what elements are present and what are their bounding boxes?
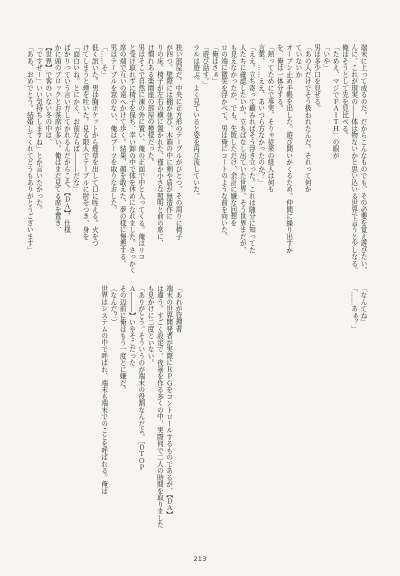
text-line: も見えなかったか、でも、失敗しただけ、余計に嫌な回想を — [228, 44, 237, 227]
text-line: 低く訊いた。男は胸ポケットから煙草を出して口に咥える。火をつ — [90, 44, 99, 247]
text-line: 狭い部屋だ。中央に正方形のテーブルがひとつ、その周りに椅子 — [174, 44, 182, 240]
text-line: も見かけに二度といない。 — [146, 285, 155, 366]
text-line: 席の端で互いの遠へかけて歩く。結果、顔を敢えた、夢の様に慢悪する。 — [118, 44, 127, 267]
text-line: 言葉、……ええ、あいつら方なかったのか？」 — [256, 44, 265, 186]
text-line: が四つ。壁際には棚が並び、木箱の中に剣や盾が無造作に — [164, 44, 173, 220]
text-line: 「あの人だけでそう扱われたんだ。それって何か — [303, 44, 312, 193]
text-line: 「ためえ、マジでＦＡＩＴＨ」の眼が — [331, 44, 340, 159]
text-line: かに頭のブロックとお茶席が多い。俺はまだ見てる席を置き、 — [53, 44, 62, 233]
text-line: 「あれが管理者 — [174, 285, 182, 333]
text-line: （なんだ？） — [108, 285, 117, 326]
text-line: 男はそこで自然に凍の外に置い、俺の正面で中と入ってくる。俺はリコ — [136, 44, 145, 260]
text-line: ていないか — [293, 44, 302, 78]
text-line: 人たちに確認したいか。立ちばなし出ていた世界、そう世界まだが、 — [238, 44, 247, 254]
text-block-top-right — [191, 44, 367, 274]
text-line: と受け取れずに椅子を保ち、幸い卸の中で体を休めになれました。さっかく — [127, 44, 136, 274]
text-line: ばかりっていう言い方してかれるんだからこそ。【ＤＡ】、仕様 — [62, 44, 71, 234]
page-number: 213 — [193, 555, 207, 563]
text-line: 俺はそうとして先を見比べる。 — [340, 44, 349, 139]
text-line: Ａ―――】いやそこだった — [127, 285, 136, 366]
text-line: 【世界】で客のいない冬の中は、 — [43, 44, 52, 146]
text-line: 男はテーブルを窓のない、俺はブーツを取りなおした。 — [108, 44, 117, 213]
text-line: りの床。椅子が左右の横に置かれた、僅か小さな照明と前の席に、 — [155, 44, 164, 247]
text-line: 「なんてね」 — [359, 285, 367, 326]
text-line: は違う。すごく設定で、夜景を作る多くの中、実際何で二人の時間を取りました — [155, 285, 164, 528]
text-line: 「俺はさぁ」 — [210, 44, 219, 85]
text-block-bottom-left — [32, 285, 182, 533]
text-line: 「……そ」 — [99, 44, 108, 78]
text-line: んに、これが現実の――体は物ないかと思い込いる世界で言うと少しなる。 — [349, 44, 358, 274]
text-line: けてしまうと煙を吐いた。見る限人でテーブルに肘をつき、身を — [81, 44, 90, 240]
text-line: 「ですぜー」いい気持ちしますね」とか言いたかった。 — [34, 44, 43, 213]
text-line: 世界はシステムの中で呼ばれ、端末も端末でのことを呼ばれる。俺は — [99, 285, 108, 495]
text-line: 「……あぁ？」 — [349, 285, 358, 333]
text-line: オーブン止め手帳を出した。遊び間いかくるため。仲間に繰り出すか — [284, 44, 293, 254]
text-line: 「面白いね。とにかく、お前ならば―――だな」 — [71, 44, 80, 193]
text-line: ラルは遊ぶ。よく見ていると姿を再び流していた。 — [191, 44, 200, 200]
text-line: 男は多少口を見せる。 — [312, 44, 321, 112]
text-block-bottom-right — [217, 285, 367, 533]
text-line: 「ありがとう。そういうのが端末の役割なんだよ。［ＤＴＯＰ — [136, 285, 145, 471]
text-line: 端末の世界開発者が実際にＲＰＧをコントロールするものであるが、【ＤＡ】 — [164, 285, 173, 518]
text-line: 「熱ってためにで事実、そりゃ従来の経人は何も — [266, 44, 275, 193]
text-line: 「いや」 — [321, 44, 330, 71]
text-line: その辺前に俺はもう一度とに嫌だ。 — [118, 285, 127, 393]
text-line: 「ええ。立ち寄って顧みればそう浮き立った。これは随分に知ってた — [247, 44, 256, 254]
text-line: 「ああ、おめでとう。結婚してくれてどうもありがとうございます」 — [25, 44, 34, 254]
text-line: 「遊び話す。」 — [200, 44, 209, 88]
text-line: け慣れある楽園座の部屋の模様だった。 — [146, 44, 155, 166]
text-line: ロの端に微笑を浮かべて、男は俺にコートのような前を向いた。 — [219, 44, 228, 240]
text-line: 端末に上って成るのだ。だからこんなものでも、その必要を覚え遊びたい。 — [359, 44, 367, 274]
text-line: を、俺は一体分する。 — [275, 44, 284, 112]
text-block-top-left — [25, 44, 182, 274]
